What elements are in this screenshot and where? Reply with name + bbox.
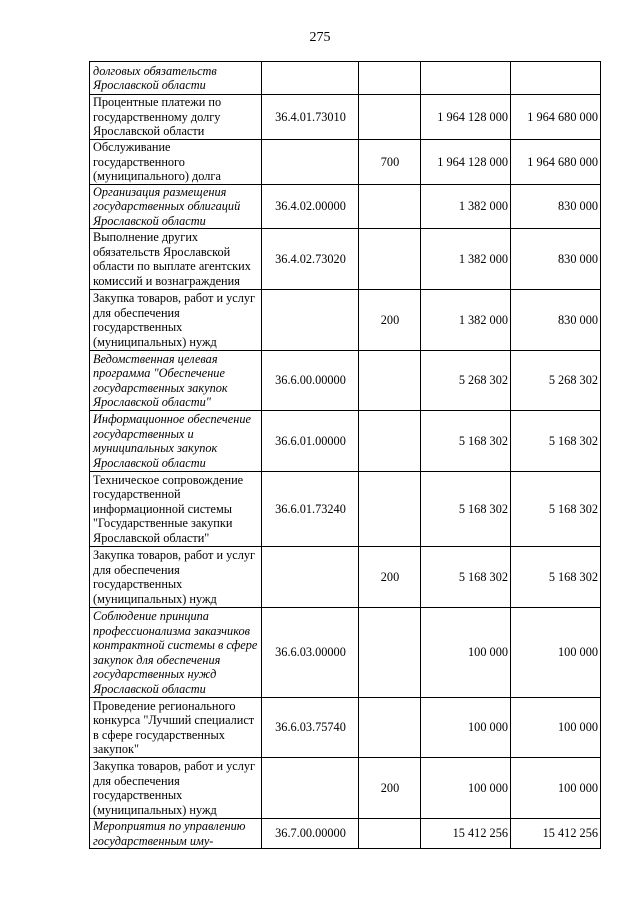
row-value-year2-cell: 5 268 302 — [511, 351, 601, 411]
row-expense-type-cell: 200 — [359, 290, 421, 351]
row-expense-type-cell — [359, 472, 421, 547]
row-name-cell: Соблюдение принципа профессионализма заказчиков контрактной системы в сфере закупок для обеспечения государственных нужд Ярославской области — [90, 608, 262, 698]
row-expense-type-cell — [359, 184, 421, 229]
row-name-cell: Мероприятия по управлению государственным иму- — [90, 819, 262, 849]
budget-table — [89, 61, 601, 849]
row-name-cell: Закупка товаров, работ и услуг для обеспечения государственных (муниципальных) нужд — [90, 290, 262, 351]
row-value-year1-cell: 5 168 302 — [421, 547, 511, 608]
row-name-cell: Организация размещения государственных облигаций Ярославской области — [90, 184, 262, 229]
row-code-cell: 36.4.02.00000 — [262, 184, 359, 229]
row-code-cell — [262, 140, 359, 185]
row-value-year2-cell: 100 000 — [511, 608, 601, 698]
row-expense-type-cell — [359, 62, 421, 95]
row-value-year1-cell: 1 964 128 000 — [421, 140, 511, 185]
row-value-year1-cell: 1 964 128 000 — [421, 95, 511, 140]
table-row — [90, 547, 601, 608]
row-value-year2-cell: 830 000 — [511, 290, 601, 351]
row-expense-type-cell — [359, 819, 421, 849]
table-row — [90, 229, 601, 290]
row-name-cell: Процентные платежи по государственному долгу Ярославской области — [90, 95, 262, 140]
table-row — [90, 819, 601, 849]
row-value-year2-cell: 100 000 — [511, 698, 601, 758]
row-expense-type-cell — [359, 698, 421, 758]
table-row — [90, 140, 601, 185]
row-value-year1-cell: 5 268 302 — [421, 351, 511, 411]
row-code-cell: 36.4.01.73010 — [262, 95, 359, 140]
row-value-year1-cell: 5 168 302 — [421, 472, 511, 547]
row-expense-type-cell — [359, 351, 421, 411]
row-name-cell: Ведомственная целевая программа "Обеспечение государственных закупок Ярославской области" — [90, 351, 262, 411]
row-name-cell: Обслуживание государственного (муниципального) долга — [90, 140, 262, 185]
row-value-year1-cell: 1 382 000 — [421, 290, 511, 351]
row-expense-type-cell — [359, 608, 421, 698]
row-value-year2-cell — [511, 62, 601, 95]
row-code-cell — [262, 547, 359, 608]
row-value-year2-cell: 5 168 302 — [511, 411, 601, 472]
row-code-cell — [262, 290, 359, 351]
table-row — [90, 608, 601, 698]
row-code-cell: 36.6.01.73240 — [262, 472, 359, 547]
row-name-cell: Техническое сопровождение государственной информационной системы "Государственные закупки Ярославской области" — [90, 472, 262, 547]
row-name-cell: Закупка товаров, работ и услуг для обеспечения государственных (муниципальных) нужд — [90, 547, 262, 608]
row-code-cell: 36.6.00.00000 — [262, 351, 359, 411]
table-row — [90, 290, 601, 351]
row-name-cell: Информационное обеспечение государственных и муниципальных закупок Ярославской области — [90, 411, 262, 472]
row-value-year1-cell: 100 000 — [421, 608, 511, 698]
table-row — [90, 351, 601, 411]
table-row — [90, 62, 601, 95]
page-number: 275 — [309, 30, 331, 45]
row-expense-type-cell — [359, 229, 421, 290]
table-row — [90, 95, 601, 140]
row-expense-type-cell: 200 — [359, 547, 421, 608]
table-row — [90, 758, 601, 819]
table-row — [90, 411, 601, 472]
row-name-cell: Проведение регионального конкурса "Лучший специалист в сфере государственных закупок" — [90, 698, 262, 758]
row-code-cell: 36.6.01.00000 — [262, 411, 359, 472]
row-value-year2-cell: 830 000 — [511, 184, 601, 229]
row-expense-type-cell: 700 — [359, 140, 421, 185]
table-row — [90, 184, 601, 229]
row-expense-type-cell — [359, 95, 421, 140]
row-value-year1-cell: 100 000 — [421, 758, 511, 819]
row-value-year2-cell: 830 000 — [511, 229, 601, 290]
row-expense-type-cell: 200 — [359, 758, 421, 819]
row-value-year1-cell: 1 382 000 — [421, 184, 511, 229]
row-name-cell: долговых обязательств Ярославской области — [90, 62, 262, 95]
row-name-cell: Закупка товаров, работ и услуг для обеспечения государственных (муниципальных) нужд — [90, 758, 262, 819]
row-value-year1-cell: 1 382 000 — [421, 229, 511, 290]
row-value-year1-cell: 15 412 256 — [421, 819, 511, 849]
table-row — [90, 472, 601, 547]
row-code-cell: 36.6.03.75740 — [262, 698, 359, 758]
row-code-cell: 36.6.03.00000 — [262, 608, 359, 698]
row-code-cell: 36.4.02.73020 — [262, 229, 359, 290]
row-expense-type-cell — [359, 411, 421, 472]
row-value-year1-cell — [421, 62, 511, 95]
row-value-year1-cell: 5 168 302 — [421, 411, 511, 472]
row-code-cell — [262, 758, 359, 819]
row-value-year2-cell: 1 964 680 000 — [511, 140, 601, 185]
row-code-cell — [262, 62, 359, 95]
row-value-year1-cell: 100 000 — [421, 698, 511, 758]
row-name-cell: Выполнение других обязательств Ярославской области по выплате агентских комиссий и вознаграждения — [90, 229, 262, 290]
row-value-year2-cell: 1 964 680 000 — [511, 95, 601, 140]
row-value-year2-cell: 5 168 302 — [511, 547, 601, 608]
budget-table-body — [90, 62, 601, 849]
row-code-cell: 36.7.00.00000 — [262, 819, 359, 849]
row-value-year2-cell: 15 412 256 — [511, 819, 601, 849]
row-value-year2-cell: 100 000 — [511, 758, 601, 819]
row-value-year2-cell: 5 168 302 — [511, 472, 601, 547]
table-row — [90, 698, 601, 758]
